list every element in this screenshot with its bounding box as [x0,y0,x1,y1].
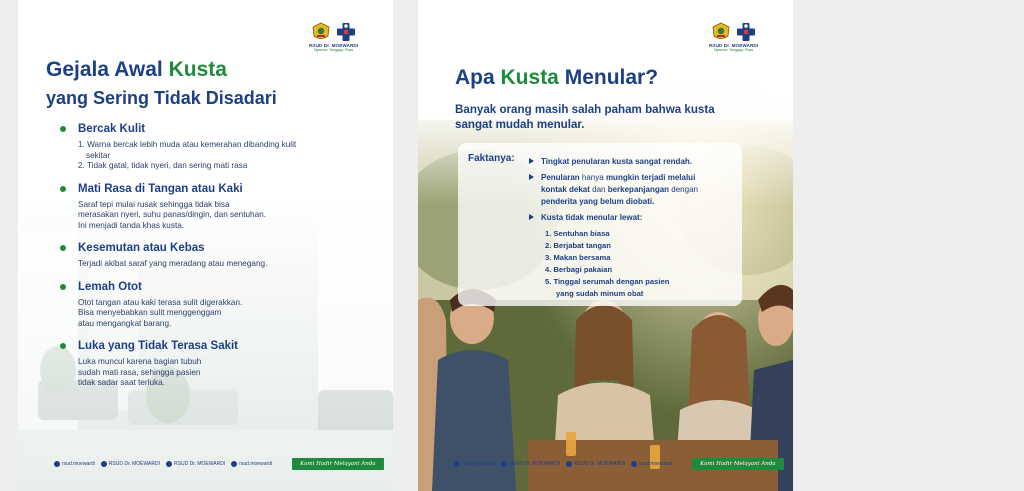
way-item: 5. Tinggal serumah dengan pasien [545,277,670,286]
social-label: rsud.moewardi [639,461,673,467]
fact-text: berkepanjangan [607,185,670,194]
hospital-name: RSUD Dr. MOEWARDI [709,43,759,48]
fact-text: mungkin terjadi melalui [605,173,696,182]
youtube-handle[interactable] [166,461,225,467]
social-label: RSUD Dr. MOEWARDI [174,461,226,467]
fact-text: dengan [669,185,698,194]
instagram-handle[interactable] [54,461,95,467]
title-line-2: yang Sering Tidak Disadari [46,88,277,108]
description-line: Ini menjadi tanda khas kusta. [78,220,185,230]
symptom-heading: Luka yang Tidak Terasa Sakit [78,340,239,352]
way-item: 1. Sentuhan biasa [545,229,610,238]
hospital-tagline: Nyaman, Tanggap, Puas [713,48,754,52]
fact-item [529,212,739,224]
title-highlight: Kusta [168,58,227,81]
social-label: RSUD Dr. MOEWARDI [108,461,161,467]
title-part: Menular? [558,66,659,89]
symptom-heading: Bercak Kulit [78,123,146,135]
hospital-logo [309,22,358,52]
title-part: Gejala Awal [46,58,169,81]
tiktok-icon [231,461,237,467]
fact-text: Tingkat penularan kusta sangat rendah. [541,157,692,166]
hospital-cross-icon [335,22,357,42]
youtube-icon [566,461,572,467]
poster-footer [54,458,384,470]
fact-text: penderita yang belum diobati. [541,197,655,206]
description-line: atau mengangkat barang. [78,318,172,328]
fact-text: Penularan [541,173,582,182]
youtube-handle[interactable] [566,461,625,467]
social-label: RSUD Dr. MOEWARDI [574,461,626,467]
symptom-item [60,339,360,389]
subtitle-line: sangat mudah menular. [455,118,585,131]
tiktok-handle[interactable] [631,461,672,467]
poster-title [46,58,277,110]
facebook-handle[interactable] [501,461,560,467]
not-transmitted-list [545,228,739,300]
bullet-dot-icon [60,126,66,132]
description-line: Otot tangan atau kaki terasa sulit digerakkan. [78,297,243,307]
fact-text: hanya [581,173,606,182]
detail-line: 1. Warna bercak lebih muda atau kemerahan dibanding kulit [78,140,297,149]
triangle-bullet-icon [529,158,534,164]
poster-subtitle [455,102,755,132]
symptom-description [78,298,360,330]
fact-text: Kusta tidak menular lewat: [541,213,643,222]
fact-item [529,172,739,208]
instagram-icon [54,461,60,467]
description-line: Luka muncul karena bagian tubuh [78,357,202,366]
poster-title [455,66,658,90]
detail-line: sekitar [86,150,111,160]
youtube-icon [166,461,172,467]
symptom-description [78,259,360,270]
bullet-dot-icon [60,186,66,192]
facebook-icon [101,461,107,467]
instagram-icon [454,461,460,467]
social-label: rsud.moewardi [462,461,495,467]
symptom-heading: Lemah Otot [78,280,142,293]
way-item: 2. Berjabat tangan [545,241,611,250]
facts-list [529,156,739,300]
hospital-cross-icon [735,22,757,42]
way-item: 3. Makan bersama [545,253,611,262]
poster-kusta-menular [418,0,793,491]
province-emblem-icon [711,22,731,42]
social-label: rsud.moewardi [239,461,273,467]
title-highlight: Kusta [500,66,559,89]
hospital-name: RSUD Dr. MOEWARDI [309,43,359,48]
description-line: merasakan nyeri, suhu panas/dingin, dan sentuhan. [78,210,266,219]
fact-text: kontak dekat [541,185,590,194]
slogan-badge: Kami Hadir Melayani Anda [692,458,784,470]
symptom-item [60,280,360,330]
symptom-heading: Kesemutan atau Kebas [78,242,205,254]
bullet-dot-icon [60,245,66,251]
description-line: Terjadi akibat saraf yang meradang atau menegang. [78,259,268,268]
symptom-heading: Mati Rasa di Tangan atau Kaki [78,182,243,195]
facts-label: Faktanya: [468,153,515,164]
tiktok-icon [631,461,637,467]
instagram-handle[interactable] [454,461,495,467]
symptom-item [60,122,360,172]
social-label: RSUD Dr. MOEWARDI [508,461,561,467]
poster-gejala-kusta [18,0,393,491]
way-item: 4. Berbagi pakaian [545,265,613,274]
hospital-tagline: Nyaman, Tanggap, Puas [313,48,354,52]
symptom-item [60,182,360,232]
triangle-bullet-icon [529,214,534,220]
slogan-badge: Kami Hadir Melayani Anda [292,458,384,470]
description-line: Saraf tepi mulai rusak sehingga tidak bisa [78,199,230,209]
facebook-handle[interactable] [101,461,160,467]
symptom-detail-list [78,140,360,172]
fact-item [529,156,739,168]
symptom-list [60,122,360,399]
facebook-icon [501,461,507,467]
bullet-dot-icon [60,343,66,349]
symptom-description [78,200,360,232]
symptom-description [78,357,360,389]
triangle-bullet-icon [529,174,534,180]
bullet-dot-icon [60,284,66,290]
social-label: rsud.moewardi [62,461,95,467]
title-part: Apa [455,66,501,89]
province-emblem-icon [311,22,331,42]
symptom-item [60,241,360,270]
description-line: Bisa menyebabkan sulit menggenggam [78,308,222,317]
description-line: sudah mati rasa, sehingga pasien [78,367,201,377]
detail-line: 2. Tidak gatal, tidak nyeri, dan sering mati rasa [78,161,248,170]
fact-text: dan [589,185,608,194]
description-line: tidak sadar saat terluka. [78,378,165,387]
subtitle-line: Banyak orang masih salah paham bahwa kusta [455,103,715,116]
hospital-logo [709,22,758,52]
tiktok-handle[interactable] [231,461,272,467]
way-item: yang sudah minum obat [556,289,644,298]
poster-footer [454,458,784,470]
